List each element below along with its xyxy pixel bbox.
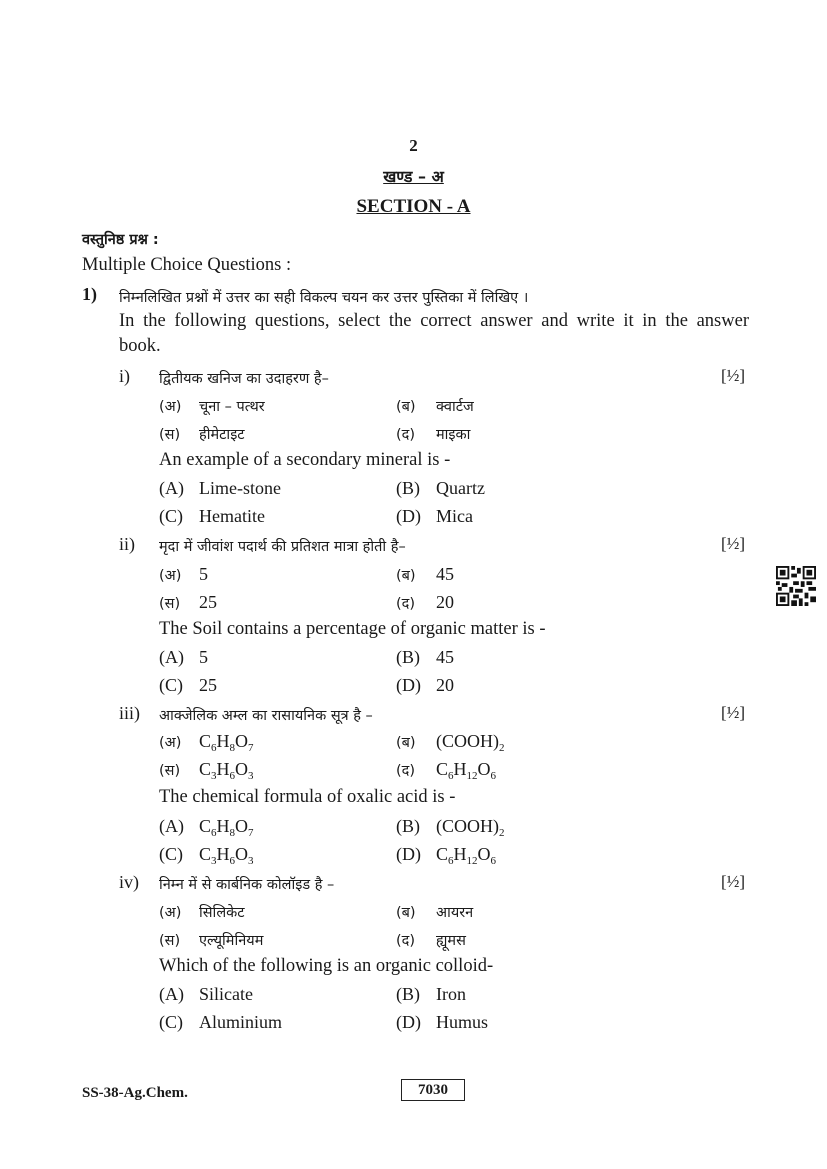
formula-c6h12o6: $C_6H_{12}O_6$ — [436, 759, 497, 782]
option-en-c: (C) 25 — [159, 675, 217, 695]
instruction-en-line2: book. — [119, 336, 161, 356]
section-heading: SECTION - A — [356, 196, 471, 217]
marks-badge: [½] — [721, 703, 746, 722]
paper-number-box: 7030 — [401, 1079, 465, 1101]
option-hi-c: (स) $C_3H_6O_3$ — [159, 759, 254, 782]
option-hi-b: (ब) 45 — [396, 564, 454, 584]
option-hi-d: (द) 20 — [396, 592, 454, 612]
option-en-d: (D) 20 — [396, 675, 454, 695]
option-en-c: (C) Hematite — [159, 506, 265, 526]
option-en-d: (D) $C_6H_{12}O_6$ — [396, 844, 497, 867]
option-en-b: (B) 45 — [396, 647, 454, 667]
option-en-a: (A) $C_6H_8O_7$ — [159, 816, 254, 839]
marks-badge: [½] — [721, 872, 746, 891]
option-hi-d: (द) माइका — [396, 427, 471, 443]
sub-question-number: iii) — [119, 703, 140, 723]
option-hi-b: (ब) आयरन — [396, 905, 474, 921]
sub-question-number: ii) — [119, 534, 135, 554]
question-text-hi: निम्न में से कार्बनिक कोलॉइड है – — [159, 877, 335, 893]
option-hi-c: (स) हीमेटाइट — [159, 427, 245, 443]
objective-heading-hi: वस्तुनिष्ठ प्रश्न : — [82, 232, 159, 248]
instruction-en-line1: In the following questions, select the correct answer and write it in the answer — [119, 311, 749, 331]
option-hi-b: (ब) क्वार्टज — [396, 399, 474, 415]
formula-cooh2: $(COOH)_2$ — [436, 731, 505, 754]
question-text-en: Which of the following is an organic colloid- — [159, 956, 494, 976]
option-en-c: (C) $C_3H_6O_3$ — [159, 844, 254, 867]
page-number: 2 — [409, 136, 418, 155]
question-text-en: The chemical formula of oxalic acid is - — [159, 787, 456, 807]
option-en-b: (B) Iron — [396, 984, 466, 1004]
instruction-hi: निम्नलिखित प्रश्नों में उत्तर का सही विकल्प चयन कर उत्तर पुस्तिका में लिखिए । — [119, 290, 529, 306]
question-text-en: The Soil contains a percentage of organic matter is - — [159, 619, 546, 639]
option-hi-a: (अ) सिलिकेट — [159, 905, 245, 921]
option-en-b: (B) Quartz — [396, 478, 485, 498]
option-hi-a: (अ) 5 — [159, 564, 208, 584]
option-en-a: (A) Lime-stone — [159, 478, 281, 498]
option-hi-d: (द) $C_6H_{12}O_6$ — [396, 759, 497, 782]
paper-code: SS-38-Ag.Chem. — [82, 1085, 188, 1101]
option-hi-c: (स) 25 — [159, 592, 217, 612]
question-text-hi: मृदा में जीवांश पदार्थ की प्रतिशत मात्रा होती है– — [159, 539, 406, 555]
option-en-a: (A) Silicate — [159, 984, 253, 1004]
question-text-hi: द्वितीयक खनिज का उदाहरण है– — [159, 371, 329, 387]
option-en-d: (D) Humus — [396, 1012, 489, 1032]
option-en-c: (C) Aluminium — [159, 1012, 283, 1032]
sub-question-number: i) — [119, 366, 130, 386]
option-hi-a: (अ) चूना – पत्थर — [159, 399, 265, 415]
marks-badge: [½] — [721, 534, 746, 553]
question-text-hi: आक्जेलिक अम्ल का रासायनिक सूत्र है – — [159, 708, 373, 724]
formula-c3h6o3: $C_3H_6O_3$ — [199, 759, 254, 782]
option-hi-a: (अ) $C_6H_8O_7$ — [159, 731, 254, 754]
option-en-d: (D) Mica — [396, 506, 473, 526]
objective-heading-en: Multiple Choice Questions : — [82, 255, 292, 275]
option-en-a: (A) 5 — [159, 647, 208, 667]
marks-badge: [½] — [721, 366, 746, 385]
question-number: 1) — [82, 284, 97, 304]
sub-question-number: iv) — [119, 872, 139, 892]
question-text-en: An example of a secondary mineral is - — [159, 450, 451, 470]
option-hi-d: (द) ह्यूमस — [396, 933, 466, 949]
option-hi-b: (ब) $(COOH)_2$ — [396, 731, 505, 754]
qr-code-icon — [776, 566, 816, 606]
option-en-b: (B) $(COOH)_2$ — [396, 816, 505, 839]
formula-c6h8o7: $C_6H_8O_7$ — [199, 731, 254, 754]
option-hi-c: (स) एल्यूमिनियम — [159, 933, 264, 949]
khand-heading: खण्ड – अ — [383, 167, 444, 186]
